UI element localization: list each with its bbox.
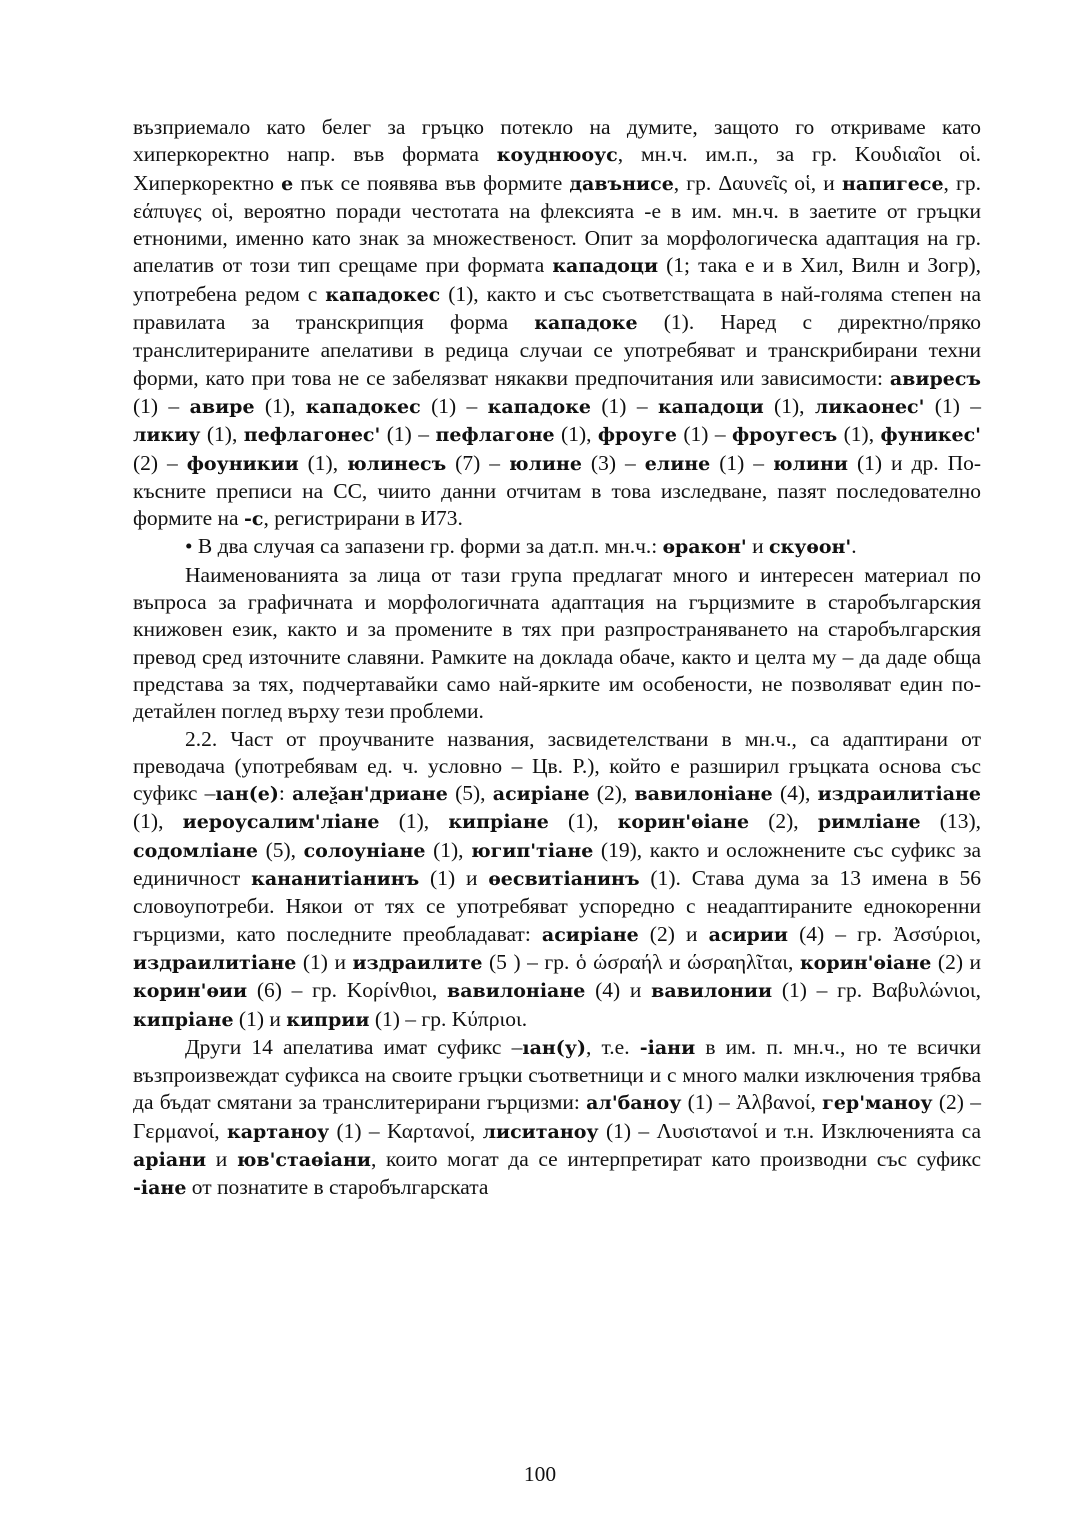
text-run: Други 14 апелатива имат суфикс – [185,1034,523,1059]
paragraph-5 [133,1034,981,1203]
church-slavonic-term: корин'ѳии [133,980,248,1003]
text-run: (1) и [233,1006,287,1031]
text-run: (6) – гр. Κορίνθιοι, [247,978,448,1003]
church-slavonic-term: авире [189,395,255,418]
text-run: (2) – Γερμανοί, [133,1090,981,1143]
church-slavonic-term: фроуге [597,424,677,447]
page-body [133,114,981,1203]
text-run: (5 ) – гр. ὁ ώσραήλ и ώσραηλῖται, [482,949,800,974]
paragraph-4-section-2-2 [133,726,981,1034]
text-run: (19), както и осложнените със суфикс за единичност [133,837,981,891]
church-slavonic-term: е [281,172,294,195]
church-slavonic-term: кападокес [305,395,421,418]
church-slavonic-term: корин'ѳіане [799,951,932,974]
text-run: (1) и [296,949,353,974]
text-run: , гр. Δαυνεῖς οἱ, и [673,170,842,195]
text-run: (1). Става дума за 13 имена в 56 словоупотреби. Някои от тях се употребяват успоредно с неадаптираните еднокоренни гърцизми, като последните преобладават: [133,866,981,946]
text-run: (1), [254,393,306,418]
text-run: , т.е. [585,1034,640,1059]
text-run: от познатите в старобългарската [186,1175,489,1200]
page-number: 100 [523,1462,557,1486]
church-slavonic-term: -с [243,508,264,531]
text-run: (1), [133,809,183,834]
text-run: в им. п. мн.ч., но те всички възпроизвеждат суфикса на своите гръцки съответници и с много малки изключения трябва да бъдат смятани за транслитерирани гърцизми: [133,1034,981,1115]
text-run: (4) и [585,978,652,1003]
church-slavonic-term: коуднюоус [496,144,618,167]
church-slavonic-term: асирии [708,923,789,946]
text-run: (1) – гр. Βαβυλώνιοι, [772,978,981,1003]
church-slavonic-term: ѳесвитіанинъ [488,868,640,891]
text-run: (5), [447,781,493,806]
church-slavonic-term: вавилоніане [447,980,586,1003]
church-slavonic-term: кипріане [133,1008,234,1031]
church-slavonic-term: кападоке [487,395,592,418]
text-run: (1) – гр. Κύπριοι. [369,1006,528,1031]
church-slavonic-term: ıан(е) [215,783,279,806]
text-run: (1) – [380,422,436,447]
church-slavonic-term: юлине [508,452,582,475]
church-slavonic-term: кападокес [325,283,441,306]
text-run: (1), [298,450,348,475]
church-slavonic-term: вавилоніане [634,783,773,806]
text-run: (1) – [676,422,733,447]
church-slavonic-term: кападоке [534,312,638,335]
church-slavonic-term: скуѳон' [768,536,852,559]
text-run: (2) и [638,921,709,946]
church-slavonic-term: юв'стаѳіани [236,1148,371,1171]
church-slavonic-term: фроугесъ [732,424,838,447]
church-slavonic-term: корин'ѳіане [617,811,750,834]
church-slavonic-term: ликаонес' [814,395,925,418]
text-run: (1), [763,393,815,418]
text-run: (1), [837,422,881,447]
church-slavonic-term: аріани [133,1148,207,1171]
text-run: , мн.ч. им.п., за гр. Κουδιαῖοι οἱ. Хиперкоректно [133,142,981,195]
text-run: . [851,534,857,559]
church-slavonic-term: фуникес' [880,424,981,447]
church-slavonic-term: елине [644,452,711,475]
text-run: (2), [589,781,635,806]
church-slavonic-term: издраилитіане [817,783,982,806]
church-slavonic-term: пефлагоне [435,424,555,447]
text-run: и [746,534,769,559]
paragraph-1 [133,114,981,533]
text-run: и [206,1146,237,1171]
text-run: (13), [920,809,981,834]
text-run: , които могат да се интерпретират като производни със суфикс [370,1146,981,1171]
text-run: Наименованията за лица от тази група предлагат много и интересен материал по въпроса за графичната и морфологичната адаптация на гърцизмите в старобългарския книжовен език, както и за промените в тях при разпространяването на старобългарския превод сред източните славяни. Рамките на доклада обаче, както и целта му – да даде обща представа за тях, подчертавайки само най-ярките им особености, не позволяват един по-детайлен поглед върху тези проблеми. [133,562,981,724]
text-run: (1) – [133,393,190,418]
church-slavonic-term: асиріане [492,783,590,806]
church-slavonic-term: кападоци [657,395,764,418]
church-slavonic-term: лиситаноу [482,1120,599,1143]
church-slavonic-term: кипріане [448,811,549,834]
church-slavonic-term: ıан(у) [522,1036,586,1059]
text-run: (4), [772,781,818,806]
text-run: • В два случая са запазени гр. форми за дат.п. мн.ч.: [185,534,663,559]
text-run: (1) – Ἀλβανοί, [681,1090,823,1115]
text-run: , гр. εάπυγες οἱ, вероятно поради честотата на флексията -е в им. мн.ч. в заетите от гръцки етноними, именно като знак за множественост. Опит за морфологическа адаптация на гр. апелатив от този тип срещаме при формата [133,170,981,278]
text-run: (7) – [446,450,509,475]
text-run: (1), [554,422,598,447]
church-slavonic-term: юлини [773,452,849,475]
church-slavonic-term: киприи [286,1008,370,1031]
text-run: (1), както и със съответстващата в най-голяма степен на правилата за транскрипция форма [133,281,981,335]
church-slavonic-term: югип'тіане [471,839,594,862]
church-slavonic-term: вавилонии [651,980,773,1003]
text-run: (1), [425,837,472,862]
church-slavonic-term: издраилитіане [133,951,297,974]
church-slavonic-term: давънисе [569,172,674,195]
text-run: (1) и др. По-късните преписи на СС, чиито данни отчитам в това изследване, пазят последователно формите на [133,450,982,531]
church-slavonic-term: кападоци [552,255,659,278]
text-run: (2) и [931,949,982,974]
church-slavonic-term: алеѯан'дриане [292,783,448,806]
text-run: (1) – [591,393,658,418]
church-slavonic-term: пефлагонес' [243,424,381,447]
text-run: (1), [200,422,244,447]
church-slavonic-term: ликиу [133,424,201,447]
text-run: (1) и [419,866,489,891]
text-run: (1). Наред с директно/пряко транслитерираните апелативи в редица случаи се употребяват и транскрибирани техни форми, като при това не се забелязват някакви предпочитания или зависимости: [133,310,981,390]
church-slavonic-term: юлинесъ [347,452,447,475]
text-run: : [278,781,293,806]
text-run: (1) – Λυσιστανοί и т.н. Изключенията са [598,1118,982,1143]
church-slavonic-term: авиресъ [889,367,981,390]
church-slavonic-term: ѳракон' [662,536,747,559]
church-slavonic-term: напигесе [841,172,944,195]
text-run: (5), [258,837,304,862]
church-slavonic-term: содомліане [133,839,259,862]
text-run: , регистрирани в И73. [263,506,463,531]
church-slavonic-term: ал'баноу [586,1092,682,1115]
paragraph-2-bullet [133,533,981,561]
church-slavonic-term: иероусалим'ліане [182,811,380,834]
church-slavonic-term: солоуніане [303,839,426,862]
text-run: (4) – гр. Ἀσσύριοι, [788,921,981,946]
text-run: (1) – Καρτανοί, [329,1118,483,1143]
church-slavonic-term: картаноу [226,1120,330,1143]
text-run: (1), [548,809,618,834]
text-run: (2) – [133,450,187,475]
text-run: (1; така е и в Хил, Вилн и Зогр), употребена редом с [133,253,982,306]
church-slavonic-term: кананитіанинъ [251,868,420,891]
church-slavonic-term: издраилите [352,951,483,974]
text-run: (1) – [420,393,488,418]
church-slavonic-term: фоуникии [186,452,299,475]
church-slavonic-term: римліане [817,811,921,834]
church-slavonic-term: асиріане [541,923,639,946]
text-run: (2), [749,809,818,834]
church-slavonic-term: -іани [639,1036,696,1059]
text-run: (1) – [924,393,981,418]
text-run: (1), [379,809,449,834]
text-run: 2.2. Част от проучваните названия, засвидетелствани в мн.ч., са адаптирани от преводача (употребявам ед. ч. условно – Цв. Р.), който е разширил гръцката основа със суфикс – [133,726,981,806]
text-run: пък се появява във формите [293,170,570,195]
text-run: възприемало като белег за гръцко потекло на думите, защото го откриваме като хиперкоректно напр. във формата [133,115,981,167]
text-run: (3) – [581,450,645,475]
church-slavonic-term: гер'маноу [822,1092,933,1115]
paragraph-3 [133,562,981,726]
church-slavonic-term: -іане [133,1177,187,1200]
text-run: (1) – [710,450,774,475]
